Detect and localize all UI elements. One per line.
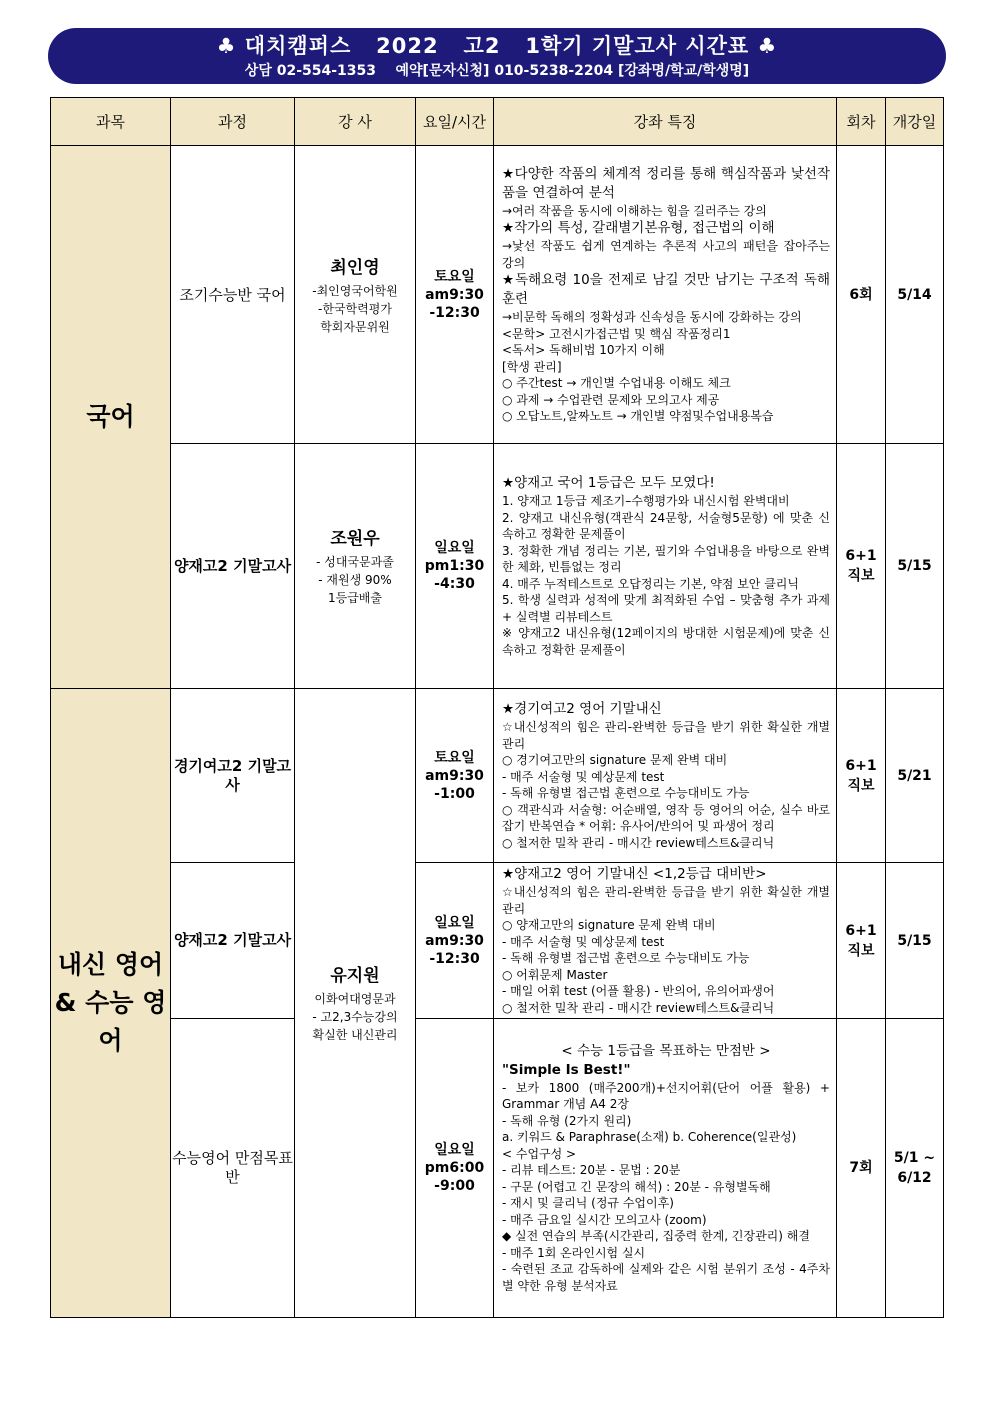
feature-line: - 매주 1회 온라인시험 실시	[502, 1245, 646, 1260]
course-line: 기말고사	[233, 931, 292, 949]
subject-korean: 국어	[51, 146, 171, 689]
time-line: 일요일	[434, 1142, 475, 1158]
teacher-desc: 학회자문위원	[320, 319, 390, 334]
start-line: 5/1	[893, 1150, 919, 1166]
feature-line: ★양재고 국어 1등급은 모두 모였다!	[502, 475, 715, 491]
time-line: pm1:30	[424, 558, 485, 574]
teacher-desc: 1등급배출	[327, 591, 382, 605]
teacher-desc: - 성대국문과졸	[316, 555, 394, 569]
course-line: 기말고사	[225, 756, 292, 794]
time-line: 일요일	[434, 540, 475, 556]
feature-line: ○ 경기여고만의 signature 문제 완벽 대비	[502, 753, 728, 767]
header-start-line2: 일	[921, 112, 937, 131]
count-cell	[837, 863, 886, 1019]
feature-line: ☆내신성적의 힘은 관리-완벽한 등급을 받기 위한 확실한 개별 관리	[502, 720, 830, 751]
features-cell	[494, 863, 837, 1019]
header-subject: 과목	[51, 98, 171, 146]
table-row	[51, 146, 944, 444]
feature-line: →낯선 작품도 쉽게 연계하는 추론적 사고의 패턴을 잡아주는 강의	[502, 239, 830, 270]
feature-line: ☆내신성적의 힘은 관리-완벽한 등급을 받기 위한 확실한 개별 관리	[502, 885, 830, 916]
count-line: 직보	[847, 568, 875, 584]
course-line: 양재고2	[173, 557, 228, 575]
feature-line: - 매주 서술형 및 예상문제 test	[502, 934, 665, 949]
teacher-desc: -한국학력평가	[318, 301, 392, 316]
count-cell	[837, 689, 886, 863]
feature-line: ○ 철저한 밀착 관리 - 매시간 review테스트&클리닉	[502, 1000, 775, 1015]
teacher-cell	[295, 444, 416, 689]
header-start	[886, 98, 944, 146]
features-cell	[494, 444, 837, 689]
time-line: -1:00	[434, 785, 475, 802]
feature-line: - 리뷰 테스트: 20분 - 문법 : 20분	[502, 1163, 681, 1178]
time-line: 토요일	[434, 749, 475, 766]
subject-english-line: 영어	[98, 988, 167, 1055]
feature-line: →여러 작품을 동시에 이해하는 힘을 길러주는 강의	[502, 203, 767, 218]
subject-english-line: &	[54, 988, 77, 1017]
subject-english-line: 영어	[114, 950, 164, 979]
header-count-line1: 회	[846, 112, 861, 131]
count-line: 직보	[847, 777, 875, 794]
feature-line: - 독해 유형별 접근법 훈련으로 수능대비도 가능	[502, 951, 750, 965]
count-line: 6+1	[845, 548, 877, 564]
header-count-line2: 차	[861, 112, 876, 131]
table-header-row	[51, 98, 944, 146]
feature-line: <문학> 고전시가접근법 및 핵심 작품정리1	[502, 326, 731, 341]
start-cell	[886, 146, 944, 444]
header-features: 강좌 특징	[494, 98, 837, 146]
feature-line: - 구문 (어렵고 긴 문장의 해석) : 20분 - 유형별독해	[502, 1179, 771, 1194]
feature-line: ○ 철저한 밀착 관리 - 매시간 review테스트&클리닉	[502, 835, 775, 850]
feature-line: 4. 매주 누적테스트로 오답정리는 기본, 약점 보안 클리닉	[502, 576, 799, 591]
feature-line: ★양재고2 영어 기말내신 <1,2등급 대비반>	[502, 866, 767, 882]
feature-line: ★독해요령 10을 전제로 남길 것만 남기는 구조적 독해 훈련	[502, 272, 830, 307]
course-cell	[171, 1019, 295, 1318]
teacher-desc: - 재원생 90%	[318, 573, 392, 587]
feature-line: 5. 학생 실력과 성적에 맞게 최적화된 수업 – 맞춤형 추가 과제 + 실력별 리뷰테스트	[502, 593, 830, 624]
teacher-cell	[295, 146, 416, 444]
feature-line: →비문학 독해의 정확성과 신속성을 동시에 강화하는 강의	[502, 310, 802, 324]
start-line: 5/15	[897, 558, 932, 574]
teacher-cell-english	[295, 689, 416, 1318]
table-row	[51, 1019, 944, 1318]
features-cell	[494, 146, 837, 444]
feature-line: ★다양한 작품의 체계적 정리를 통해 핵심작품과 낯선작품을 연결하여 분석	[502, 165, 830, 201]
time-line: am9:30	[425, 932, 484, 949]
feature-line: ◆ 실전 연습의 부족(시간관리, 집중력 한계, 긴장관리) 해결	[502, 1229, 810, 1244]
time-cell	[416, 863, 494, 1019]
feature-line: ○ 양재고만의 signature 문제 완벽 대비	[502, 918, 716, 932]
feature-line: - 매주 금요일 실시간 모의고사 (zoom)	[502, 1212, 707, 1227]
teacher-name: 유지원	[330, 966, 380, 986]
teacher-name: 조원우	[330, 529, 380, 549]
subject-english	[51, 689, 171, 1318]
table-row	[51, 863, 944, 1019]
time-line: -9:00	[434, 1178, 475, 1194]
feature-line: - 숙련된 조교 감독하에 실제와 같은 시험 분위기 조성 - 4주차별 약한 유형 분석자료	[502, 1262, 830, 1293]
start-line: 5/21	[897, 767, 932, 784]
feature-line: ○ 과제 → 수업관련 문제와 모의고사 제공	[502, 392, 720, 407]
teacher-desc: -최인영국어학원	[312, 283, 398, 298]
feature-line: ○ 오답노트,알짜노트 → 개인별 약점및수업내용복습	[502, 409, 774, 423]
feature-line: 1. 양재고 1등급 제조기–수행평가와 내신시험 완벽대비	[502, 494, 790, 508]
feature-line: [학생 관리]	[502, 359, 562, 374]
page-title: ♣ 대치캠퍼스 2022 고2 1학기 기말고사 시간표 ♣	[216, 34, 778, 58]
feature-line: - 매주 서술형 및 예상문제 test	[502, 769, 665, 784]
course-line: 양재고2	[173, 931, 228, 949]
feature-line: ※ 양재고2 내신유형(12페이지의 방대한 시험문제)에 맞춘 신속하고 정확한 문제풀이	[502, 626, 830, 657]
feature-line: ○ 객관식과 서술형: 어순배열, 영작 등 영어의 어순, 실수 바로잡기 반복연습 * 어휘: 유사어/반의어 및 파생어 정리	[502, 802, 830, 833]
teacher-name: 최인영	[330, 257, 380, 278]
time-line: -4:30	[434, 576, 475, 592]
time-line: am9:30	[425, 286, 484, 303]
table-row	[51, 689, 944, 863]
feature-line: - 독해 유형 (2가지 원리)	[502, 1113, 632, 1128]
course-cell	[171, 146, 295, 444]
time-line: am9:30	[425, 767, 484, 784]
header-time-line: 시간	[457, 112, 487, 131]
course-cell	[171, 444, 295, 689]
start-line: 5/14	[897, 286, 932, 303]
feature-line: < 수능 1등급을 목표하는 만점반 >	[561, 1042, 771, 1059]
teacher-desc: 확실한 내신관리	[312, 1028, 398, 1042]
count-line: 6+1	[845, 922, 877, 939]
start-line: 5/15	[897, 932, 932, 949]
feature-line: 3. 정확한 개념 정리는 기본, 필기와 수업내용을 바탕으로 완벽한 체화, 빈틈없는 정리	[502, 543, 830, 574]
start-cell	[886, 1019, 944, 1318]
header-day-line: 요일/	[422, 112, 458, 131]
time-cell	[416, 444, 494, 689]
start-cell	[886, 863, 944, 1019]
title-banner	[48, 28, 946, 84]
course-line: 기말고사	[233, 557, 292, 575]
table-row	[51, 444, 944, 689]
features-cell	[494, 1019, 837, 1318]
count-cell	[837, 1019, 886, 1318]
feature-line: - 매일 어휘 test (어플 활용) - 반의어, 유의어파생어	[502, 984, 775, 998]
time-cell	[416, 1019, 494, 1318]
feature-line: ★경기여고2 영어 기말내신	[502, 701, 662, 717]
course-cell	[171, 689, 295, 863]
features-cell	[494, 689, 837, 863]
start-line: 6/12	[897, 1170, 932, 1186]
feature-line: - 보카 1800 (매주200개)+선지어휘(단어 어플 활용) + Grammar 개념 A4 2장	[502, 1080, 830, 1112]
count-cell	[837, 146, 886, 444]
count-cell	[837, 444, 886, 689]
time-line: 토요일	[434, 268, 475, 285]
time-cell	[416, 146, 494, 444]
course-line: 경기여고2	[173, 756, 243, 775]
feature-line: < 수업구성 >	[502, 1146, 577, 1161]
course-line: 국어	[256, 285, 286, 304]
count-line: 6회	[849, 286, 873, 303]
feature-line: <독서> 독해비법 10가지 이해	[502, 343, 665, 357]
feature-line: ★작가의 특성, 갈래별기본유형, 접근법의 이해	[502, 220, 775, 236]
count-line: 직보	[847, 942, 875, 959]
feature-line: - 재시 및 클리닉 (정규 수업이후)	[502, 1196, 674, 1211]
course-line: 조기수능반	[179, 285, 252, 304]
time-cell	[416, 689, 494, 863]
time-line: -12:30	[429, 304, 480, 321]
course-cell	[171, 863, 295, 1019]
course-line: 만점목표반	[225, 1149, 293, 1186]
course-line: 수능영어	[172, 1149, 231, 1167]
feature-line: 2. 양재고 내신유형(객관식 24문항, 서술형5문항) 에 맞춘 신속하고 정확한 문제풀이	[502, 510, 830, 541]
subject-english-line: 내신	[57, 950, 107, 979]
count-line: 6+1	[845, 757, 877, 774]
start-line: ~	[923, 1150, 936, 1166]
teacher-desc: 이화여대영문과	[314, 992, 396, 1006]
header-count	[837, 98, 886, 146]
contact-line: 상담 02-554-1353 예약[문자신청] 010-5238-2204 [강좌명/학교/학생명]	[244, 63, 750, 79]
time-line: 일요일	[434, 914, 475, 931]
time-line: -12:30	[429, 950, 480, 967]
feature-line: ○ 어휘문제 Master	[502, 967, 608, 982]
header-start-line1: 개강	[892, 112, 922, 131]
subject-english-line: 수능	[85, 988, 134, 1017]
start-cell	[886, 444, 944, 689]
time-line: pm6:00	[424, 1160, 485, 1176]
feature-line: a. 키워드 & Paraphrase(소재) b. Coherence(일관성)	[502, 1130, 797, 1145]
schedule-table	[50, 97, 944, 1318]
count-line: 7회	[849, 1160, 873, 1176]
start-cell	[886, 689, 944, 863]
header-teacher: 강 사	[295, 98, 416, 146]
header-day-time	[416, 98, 494, 146]
feature-line: ○ 주간test → 개인별 수업내용 이해도 체크	[502, 376, 731, 390]
feature-line: "Simple Is Best!"	[502, 1061, 631, 1078]
teacher-desc: - 고2,3수능강의	[312, 1010, 398, 1024]
feature-line: - 독해 유형별 접근법 훈련으로 수능대비도 가능	[502, 786, 750, 800]
header-course: 과정	[171, 98, 295, 146]
